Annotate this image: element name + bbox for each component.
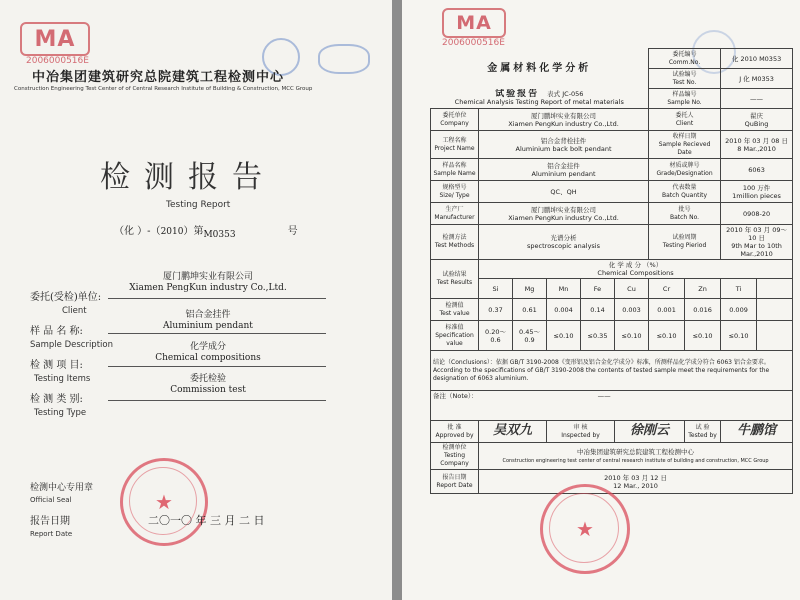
report-subheader: 试验报告 表式 JC-056 Chemical Analysis Testing Report of metal materials <box>454 89 624 107</box>
element-zn: Zn <box>685 279 721 299</box>
composition-header: 化 学 成 分 （%） Chemical Compositions <box>479 260 793 279</box>
items-label: 检 测 项 目: <box>30 360 83 371</box>
sample-label-en: Sample Description <box>30 340 113 350</box>
spec-value-zn: ≤0.10 <box>685 321 721 351</box>
test-no-value: J 化 M0353 <box>721 69 793 89</box>
test-value-si: 0.37 <box>479 299 513 321</box>
client-label-en: Client <box>62 306 87 316</box>
element-mn: Mn <box>547 279 581 299</box>
client-value: 厦门鹏坤实业有限公司 Xiamen PengKun industry Co.,Ltd. <box>129 272 287 293</box>
received-value: 2010 年 03 月 08 日 8 Mar.,2010 <box>721 131 793 159</box>
element-si: Si <box>479 279 513 299</box>
commission-no-value: 化 2010 M0353 <box>721 49 793 69</box>
org-name-cn: 中冶集团建筑研究总院建筑工程检测中心 <box>32 70 285 85</box>
spec-value-cu: ≤0.10 <box>615 321 649 351</box>
element-fe: Fe <box>581 279 615 299</box>
company-value: 厦门鹏坤实业有限公司 Xiamen PengKun industry Co.,Ltd. <box>479 109 649 131</box>
spec-value-fe: ≤0.35 <box>581 321 615 351</box>
project-value: 铝合金背栓挂件 Aluminium back bolt pendant <box>479 131 649 159</box>
report-header: 金属材料化学分析 <box>487 62 592 74</box>
sample-no-label: 样品编号 Sample No. <box>649 89 721 109</box>
manufacturer-value: 厦门鹏坤实业有限公司 Xiamen PengKun industry Co.,Ltd. <box>479 203 649 225</box>
report-title-en: Testing Report <box>166 200 231 210</box>
testing-company-value: 中冶集团建筑研究总院建筑工程检测中心 Construction engineering test center of central research institute of building and construction, MCC Group <box>479 443 793 470</box>
commission-no-label: 委托编号 Comm.No. <box>649 49 721 69</box>
report-date-value: 二〇一〇 年 三 月 二 日 <box>148 514 265 527</box>
element-cu: Cu <box>615 279 649 299</box>
sample-no-value: —— <box>721 89 793 109</box>
report-number-line: （化 ）-（2010）第M0353 号 <box>114 226 298 240</box>
cma-logo-right: MA <box>442 8 506 38</box>
test-value-zn: 0.016 <box>685 299 721 321</box>
element-mg: Mg <box>513 279 547 299</box>
report-title-cn: 检测报告 <box>100 160 276 195</box>
spec-value-cr: ≤0.10 <box>649 321 685 351</box>
client-label: 委托(受检)单位: <box>30 292 102 303</box>
batch-qty-value: 100 万件 1million pieces <box>721 181 793 203</box>
test-value-mn: 0.004 <box>547 299 581 321</box>
report-date-value-right: 2010 年 03 月 12 日 12 Mar., 2010 <box>479 470 793 494</box>
official-seal-stamp-right: ★ <box>540 484 630 574</box>
test-report-page <box>402 0 800 600</box>
cma-code-right: 2006000516E <box>442 38 505 48</box>
test-value-fe: 0.14 <box>581 299 615 321</box>
spec-value-mg: 0.45～0.9 <box>513 321 547 351</box>
spec-value-mn: ≤0.10 <box>547 321 581 351</box>
test-no-label: 试验编号 Test No. <box>649 69 721 89</box>
seal-label-en: Official Seal <box>30 496 72 504</box>
sample-value: 铝合金挂件 Aluminium pendant <box>163 310 253 331</box>
type-label-en: Testing Type <box>34 408 87 418</box>
grade-value: 6063 <box>721 159 793 181</box>
period-value: 2010 年 03 月 09～10 日 9th Mar to 10th Mar.,2010 <box>721 225 793 260</box>
spec-value-si: 0.20～0.6 <box>479 321 513 351</box>
report-date-label-en: Report Date <box>30 530 73 538</box>
note-cell: 备注（Note）： —— <box>431 391 793 421</box>
cma-code: 2006000516E <box>26 56 89 66</box>
cma-logo: MA <box>20 22 90 56</box>
batch-no-value: 0908-20 <box>721 203 793 225</box>
sample-label: 样 品 名 称: <box>30 326 83 337</box>
approved-signature: 吴双九 <box>479 421 547 443</box>
spec-value-ti: ≤0.10 <box>721 321 757 351</box>
test-value-ti: 0.009 <box>721 299 757 321</box>
chemical-analysis-table: 金属材料化学分析 委托编号 Comm.No. 化 2010 M0353 试验编号 Test No. J 化 M0353 试验报告 表式 JC-056 Chemical Analysis Testing Report of metal materials 样品编号 Sample No. —— 委托单位 Company 厦门鹏坤实业有限公司 Xiamen PengKun industry Co.,Ltd. 委托人 Client 翟庆 QuBing 工程名称 Project Name 铝合金背栓挂件 Aluminium back bolt pendant 收样日期 Sample Recieved Date 2010 年 03 月 08 日 8 Mar.,2010 样品名称 Sample Name 铝合金挂件 Aluminium pendant 材质或牌号 Grade/Designation 6063 规格型号 Size/ Type QC、QH 代表数量 Batch Quantity 100 万件 1million pieces 生产厂 Manufacturer 厦门鹏坤实业有限公司 Xiamen PengKun industry Co.,Ltd. 批号 Batch No. 0908-20 检测方法 Test Methods 光谱分析 spectroscopic analysis 试验周期 Testing Pieriod 2010 年 03 月 09～10 日 9th Mar to 10th Mar.,2010 试验结果 Test Results 化 学 成 分 （%） Chemical Compositions Si Mg Mn Fe Cu Cr Zn Ti 检测值 Test value 0.37 0.61 0.004 0.14 0.003 0.001 0.016 0.009 标准值 Specification value 0.20～0.6 0.45～0.9 ≤0.10 ≤0.35 ≤0.10 ≤0.10 ≤0.10 ≤0.10 结论（Conclusions）：依据 GB/T 3190-2008《变形铝及铝合金化学成分》标准，所测样品化学成分符合 6063 铝合金要求。 According to the specifications of GB/T 3190-2008 the contents of tested sample meet the requirements for the designation of 6063 aluminium. 备注（Note）： —— 批 准 Approved by 吴双九 审 核 Inspected by 徐刚云 试 验 Tested by 牛鹏馆 检测单位 Testing Company 中冶集团建筑研究总院建筑工程检测中心 Construction engineering test center of central research institute of building and construction, MCC Group 报告日期 Report Date 2010 年 03 月 12 日 12 Mar., 2010 <box>430 48 793 494</box>
cnas-logo <box>318 44 370 74</box>
tested-signature: 牛鹏馆 <box>721 421 793 443</box>
official-seal-stamp: ★ <box>120 458 208 546</box>
report-date-label: 报告日期 <box>30 516 70 527</box>
seal-label: 检测中心专用章 <box>30 483 94 493</box>
element-cr: Cr <box>649 279 685 299</box>
inspected-signature: 徐刚云 <box>615 421 685 443</box>
test-value-cr: 0.001 <box>649 299 685 321</box>
report-cover-page <box>0 0 392 600</box>
type-value: 委托检验 Commission test <box>170 374 246 395</box>
org-name-en: Construction Engineering Test Center of of Central Research Institute of Building & Construction, MCC Group <box>14 86 313 92</box>
items-label-en: Testing Items <box>34 374 91 384</box>
conclusion-cell: 结论（Conclusions）：依据 GB/T 3190-2008《变形铝及铝合金化学成分》标准，所测样品化学成分符合 6063 铝合金要求。 According to the specifications of GB/T 3190-2008 the contents of tested sample meet the requirements for the designation of 6063 aluminium. <box>431 351 793 391</box>
size-value: QC、QH <box>479 181 649 203</box>
client-value-right: 翟庆 QuBing <box>721 109 793 131</box>
test-value-mg: 0.61 <box>513 299 547 321</box>
test-value-cu: 0.003 <box>615 299 649 321</box>
sample-name-value: 铝合金挂件 Aluminium pendant <box>479 159 649 181</box>
methods-value: 光谱分析 spectroscopic analysis <box>479 225 649 260</box>
items-value: 化学成分 Chemical compositions <box>155 342 261 363</box>
type-label: 检 测 类 别: <box>30 394 83 405</box>
element-ti: Ti <box>721 279 757 299</box>
